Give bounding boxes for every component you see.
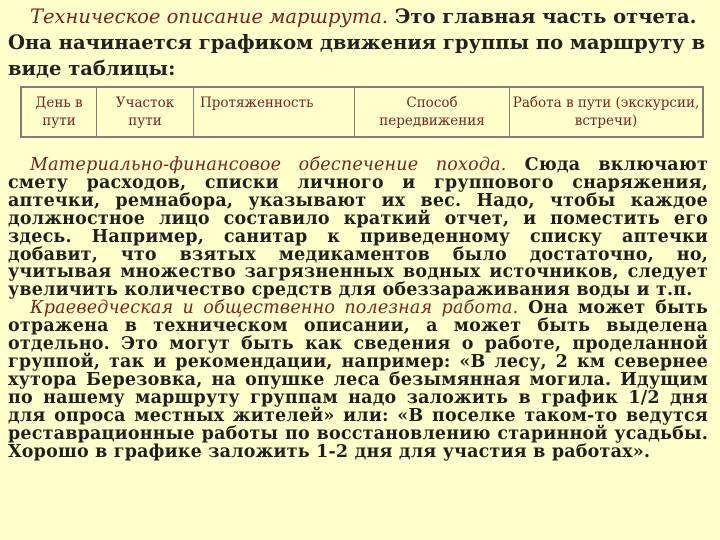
section-paragraph bbox=[8, 157, 708, 300]
section-text: Она может быть отражена в техническом описании, а может быть выделена отдельно. Это могут быть как сведения о работе, проделанной группой, так и рекомендации, например: «В лесу, 2 км севернее хутора Березовка, на опушке леса безымянная могила. Идущим по нашему маршруту группам надо заложить в график 1/2 дня для опроса местных жителей» или: «В поселке таком-то ведутся реставрационные работы по восстановлению старинной усадьбы. Хорошо в графике заложить 1-2 дня для участия в работах». bbox=[8, 298, 708, 462]
intro-text: Это главная часть отчета. Она начинается графиком движения группы по маршруту в виде таблицы: bbox=[8, 5, 706, 80]
intro-paragraph bbox=[8, 4, 714, 82]
section-text: Сюда включают смету расходов, списки личного и группового снаряжения, аптечки, ремнабора, указывают их вес. Надо, чтобы каждое должностное лицо составило краткий отчет, и поместить его здесь. Например, санитар к приведенному списку аптечки добавит, что взятых медикаментов было достаточно, но, учитывая множество загрязненных водных источников, следует увеличить количество средств для обеззараживания воды и т.п. bbox=[8, 155, 708, 301]
header-work: Работа в пути (экскурсии, встречи) bbox=[510, 87, 704, 137]
intro-heading: Техническое описание маршрута. bbox=[30, 5, 389, 28]
header-transport: Способ передвижения bbox=[355, 87, 510, 137]
section-paragraph bbox=[8, 300, 708, 461]
header-length: Протяженность bbox=[194, 87, 355, 137]
header-day: День в пути bbox=[21, 87, 97, 137]
section-heading: Краеведческая и общественно полезная работа. bbox=[30, 298, 519, 319]
body-text bbox=[8, 157, 708, 461]
section-heading: Материально-финансовое обеспечение похода. bbox=[30, 155, 507, 175]
table-header-row bbox=[21, 87, 703, 137]
route-schedule-table bbox=[20, 86, 704, 138]
header-section: Участок пути bbox=[97, 87, 194, 137]
